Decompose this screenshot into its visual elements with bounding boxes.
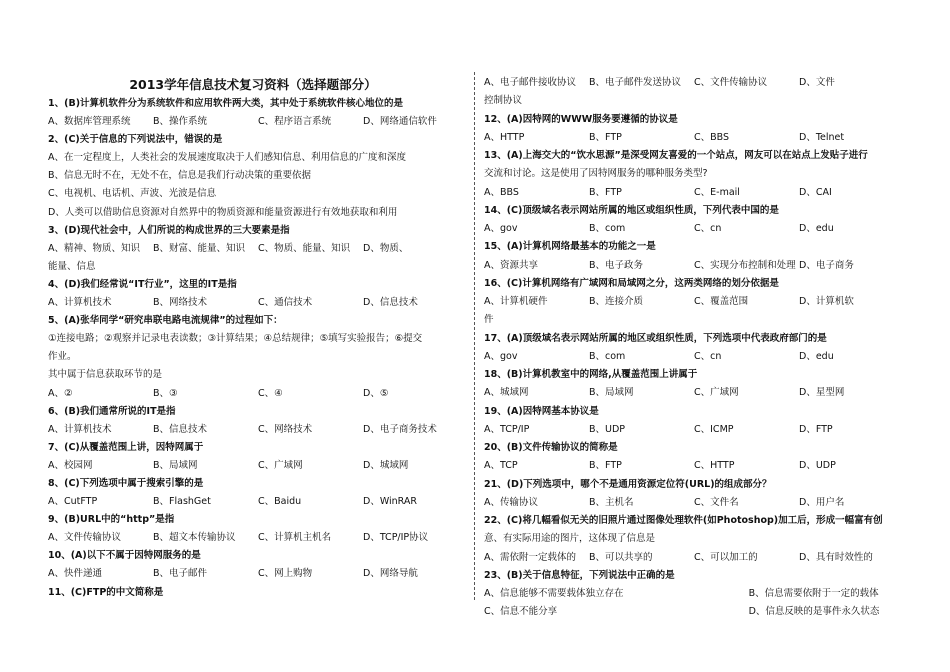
answer-option: A、城域网: [484, 387, 529, 399]
option-row: [48, 294, 468, 312]
answer-option: B、网络技术: [153, 297, 208, 309]
answer-option: D、文件: [799, 77, 835, 88]
option-row: [484, 421, 904, 439]
text-line: A、在一定程度上，人类社会的发展速度取决于人们感知信息、利用信息的广度和深度: [48, 152, 406, 164]
answer-option: A、CutFTP: [48, 496, 98, 508]
question-stem: 11、(C)FTP的中文简称是: [48, 586, 164, 598]
answer-option: B、FTP: [589, 131, 622, 143]
answer-option: D、Telnet: [799, 131, 845, 143]
option-row: [484, 384, 904, 402]
answer-option: A、TCP: [484, 460, 518, 472]
answer-option: D、FTP: [799, 423, 833, 435]
text-line: 其中属于信息获取环节的是: [48, 369, 163, 381]
question-stem: 20、(B)文件传输协议的简称是: [484, 442, 618, 453]
question-stem: 1、(B)计算机软件分为系统软件和应用软件两大类，其中处于系统软件核心地位的是: [48, 98, 404, 109]
option-row: [48, 421, 468, 439]
right-question-list: [484, 74, 904, 622]
answer-option: C、cn: [694, 223, 722, 234]
answer-option: C、网络技术: [258, 423, 313, 435]
option-row: [484, 220, 904, 238]
answer-option: C、信息不能分享: [484, 606, 558, 618]
answer-option: D、用户名: [799, 496, 845, 508]
option-row: [48, 385, 468, 403]
answer-option: B、连接介质: [589, 296, 644, 307]
text-line: 作业。: [48, 351, 77, 363]
option-row: [484, 293, 904, 311]
text-line: 件: [484, 314, 494, 326]
option-row: [484, 129, 904, 147]
option-row: [484, 457, 904, 475]
question-stem: 21、(D)下列选项中，哪个不是通用资源定位符(URL)的组成部分？: [484, 478, 772, 490]
answer-option: A、信息能够不需要载体独立存在: [484, 588, 624, 599]
option-row: [484, 494, 904, 512]
answer-option: D、星型网: [799, 387, 845, 399]
answer-option: B、信息需要依附于一定的载体: [748, 588, 879, 599]
answer-option: D、UDP: [799, 460, 836, 472]
answer-option: C、E-mail: [694, 186, 740, 198]
option-row: [484, 348, 904, 366]
text-line: 交流和讨论。这是使用了因特网服务的哪种服务类型?: [484, 168, 708, 180]
left-column: [48, 74, 468, 602]
answer-option: D、CAI: [799, 186, 832, 198]
answer-option: A、gov: [484, 350, 518, 362]
question-stem: 3、(D)现代社会中，人们所说的构成世界的三大要素是指: [48, 224, 290, 236]
option-row: [48, 457, 468, 475]
answer-option: A、快件递通: [48, 568, 102, 580]
answer-option: A、计算机技术: [48, 423, 112, 435]
answer-option: C、实现分布控制和处理: [694, 259, 796, 271]
answer-option: C、cn: [694, 350, 722, 362]
answer-option: B、操作系统: [153, 116, 208, 128]
answer-option: B、超文本传输协议: [153, 532, 236, 544]
left-question-list: [48, 95, 468, 602]
answer-option: C、计算机主机名: [258, 532, 332, 544]
answer-option: B、③: [153, 387, 178, 399]
question-stem: 15、(A)计算机网络最基本的功能之一是: [484, 241, 656, 253]
question-stem: 2、(C)关于信息的下列说法中，错误的是: [48, 134, 223, 146]
answer-option: C、文件传输协议: [694, 77, 768, 88]
answer-option: B、主机名: [589, 496, 634, 508]
answer-option: C、通信技术: [258, 297, 313, 309]
question-stem: 13、(A)上海交大的“饮水思源”是深受网友喜爱的一个站点，网友可以在站点上发贴子进行: [484, 150, 868, 161]
answer-option: A、②: [48, 387, 73, 399]
answer-option: C、可以加工的: [694, 551, 758, 563]
answer-option: A、TCP/IP: [484, 423, 530, 435]
answer-option: B、UDP: [589, 423, 626, 435]
option-row: [484, 74, 904, 92]
answer-option: A、电子邮件接收协议: [484, 77, 576, 88]
text-line: 意、有实际用途的图片，这体现了信息是: [484, 533, 656, 545]
answer-option: D、edu: [799, 223, 834, 234]
answer-option: C、物质、能量、知识: [258, 242, 351, 254]
answer-option: A、文件传输协议: [48, 532, 121, 544]
answer-option: A、需依附一定载体的: [484, 551, 576, 563]
answer-option: A、精神、物质、知识: [48, 242, 140, 254]
answer-option: B、FTP: [589, 460, 622, 472]
answer-option: B、可以共享的: [589, 551, 653, 563]
answer-option: A、BBS: [484, 186, 519, 198]
answer-option: A、计算机技术: [48, 297, 112, 309]
answer-option: B、com: [589, 350, 626, 362]
answer-option: C、广域网: [258, 459, 303, 471]
question-stem: 10、(A)以下不属于因特网服务的是: [48, 550, 201, 562]
answer-option: C、BBS: [694, 131, 730, 143]
answer-option: A、校园网: [48, 459, 93, 471]
answer-option: B、FlashGet: [153, 496, 211, 508]
answer-option: C、覆盖范围: [694, 296, 749, 307]
answer-option: C、HTTP: [694, 460, 735, 472]
answer-option: D、TCP/IP协议: [363, 532, 429, 544]
answer-option: D、电子商务: [799, 259, 854, 271]
text-line: ①连接电路；②观察并记录电表读数；③计算结果；④总结规律；⑤填写实验报告；⑥提交: [48, 333, 423, 345]
answer-option: D、⑤: [363, 387, 389, 399]
answer-option: C、广域网: [694, 387, 739, 399]
question-stem: 17、(A)顶级域名表示网站所属的地区或组织性质，下列选项中代表政府部门的是: [484, 332, 827, 344]
answer-option: B、电子政务: [589, 259, 644, 271]
answer-option: C、程序语言系统: [258, 116, 332, 128]
option-row: [48, 113, 468, 131]
text-line: D、人类可以借助信息资源对自然界中的物质资源和能量资源进行有效地获取和利用: [48, 206, 398, 218]
answer-option: C、④: [258, 387, 283, 399]
option-row: [484, 603, 904, 621]
column-divider: [474, 72, 475, 600]
page-title: 2013学年信息技术复习资料（选择题部分）: [129, 77, 377, 92]
question-stem: 19、(A)因特网基本协议是: [484, 405, 599, 417]
answer-option: B、com: [589, 223, 626, 234]
answer-option: C、Baidu: [258, 496, 302, 508]
answer-option: B、局域网: [589, 387, 634, 399]
answer-option: D、网络通信软件: [363, 116, 437, 128]
answer-option: B、财富、能量、知识: [153, 242, 246, 254]
text-line: B、信息无时不在，无处不在，信息是我们行动决策的重要依据: [48, 170, 312, 182]
answer-option: B、信息技术: [153, 423, 208, 435]
question-stem: 7、(C)从覆盖范围上讲，因特网属于: [48, 441, 204, 453]
answer-option: A、传输协议: [484, 496, 538, 508]
answer-option: D、具有时效性的: [799, 551, 873, 563]
answer-option: B、局域网: [153, 459, 198, 471]
answer-option: D、信息反映的是事件永久状态: [748, 606, 880, 618]
answer-option: B、电子邮件: [153, 568, 208, 580]
answer-option: D、WinRAR: [363, 496, 417, 508]
text-line: 能量、信息: [48, 260, 96, 272]
answer-option: C、ICMP: [694, 423, 734, 435]
question-stem: 4、(D)我们经常说“IT行业”，这里的IT是指: [48, 278, 237, 290]
answer-option: D、信息技术: [363, 297, 418, 309]
question-stem: 22、(C)将几幅看似无关的旧照片通过图像处理软件(如Photoshop)加工后，形成一幅富有创: [484, 515, 883, 526]
question-stem: 9、(B)URL中的“http”是指: [48, 514, 175, 526]
question-stem: 5、(A)张华同学“研究串联电路电流规律”的过程如下：: [48, 315, 283, 327]
answer-option: C、网上购物: [258, 568, 313, 580]
answer-option: D、网络导航: [363, 568, 418, 580]
text-line: C、电视机、电话机、声波、光波是信息: [48, 188, 217, 200]
answer-option: B、电子邮件发送协议: [589, 77, 682, 88]
option-row: [484, 549, 904, 567]
answer-option: D、edu: [799, 350, 834, 362]
answer-option: D、电子商务技术: [363, 423, 437, 435]
answer-option: D、计算机软: [799, 296, 854, 307]
question-stem: 18、(B)计算机教室中的网络,从覆盖范围上讲属于: [484, 369, 698, 380]
option-row: [48, 493, 468, 511]
question-stem: 12、(A)因特网的WWW服务要遵循的协议是: [484, 113, 678, 125]
answer-option: A、HTTP: [484, 131, 525, 143]
answer-option: D、城域网: [363, 459, 409, 471]
option-row: [484, 585, 904, 603]
question-stem: 23、(B)关于信息特征，下列说法中正确的是: [484, 569, 675, 581]
answer-option: A、资源共享: [484, 259, 538, 271]
option-row: [48, 240, 468, 258]
option-row: [484, 257, 904, 275]
option-row: [484, 184, 904, 202]
answer-option: A、计算机硬件: [484, 296, 548, 307]
question-stem: 14、(C)顶级域名表示网站所属的地区或组织性质，下列代表中国的是: [484, 204, 779, 216]
right-column: [484, 74, 904, 622]
question-stem: 16、(C)计算机网络有广域网和局域网之分，这两类网络的划分依据是: [484, 277, 779, 289]
answer-option: D、物质、: [363, 242, 409, 254]
answer-option: B、FTP: [589, 186, 622, 198]
option-row: [48, 529, 468, 547]
answer-option: A、gov: [484, 223, 518, 234]
option-row: [48, 565, 468, 583]
question-stem: 8、(C)下列选项中属于搜索引擎的是: [48, 477, 204, 489]
answer-option: C、文件名: [694, 496, 739, 508]
text-line: 控制协议: [484, 95, 523, 107]
answer-option: A、数据库管理系统: [48, 116, 131, 128]
question-stem: 6、(B)我们通常所说的IT是指: [48, 405, 176, 417]
